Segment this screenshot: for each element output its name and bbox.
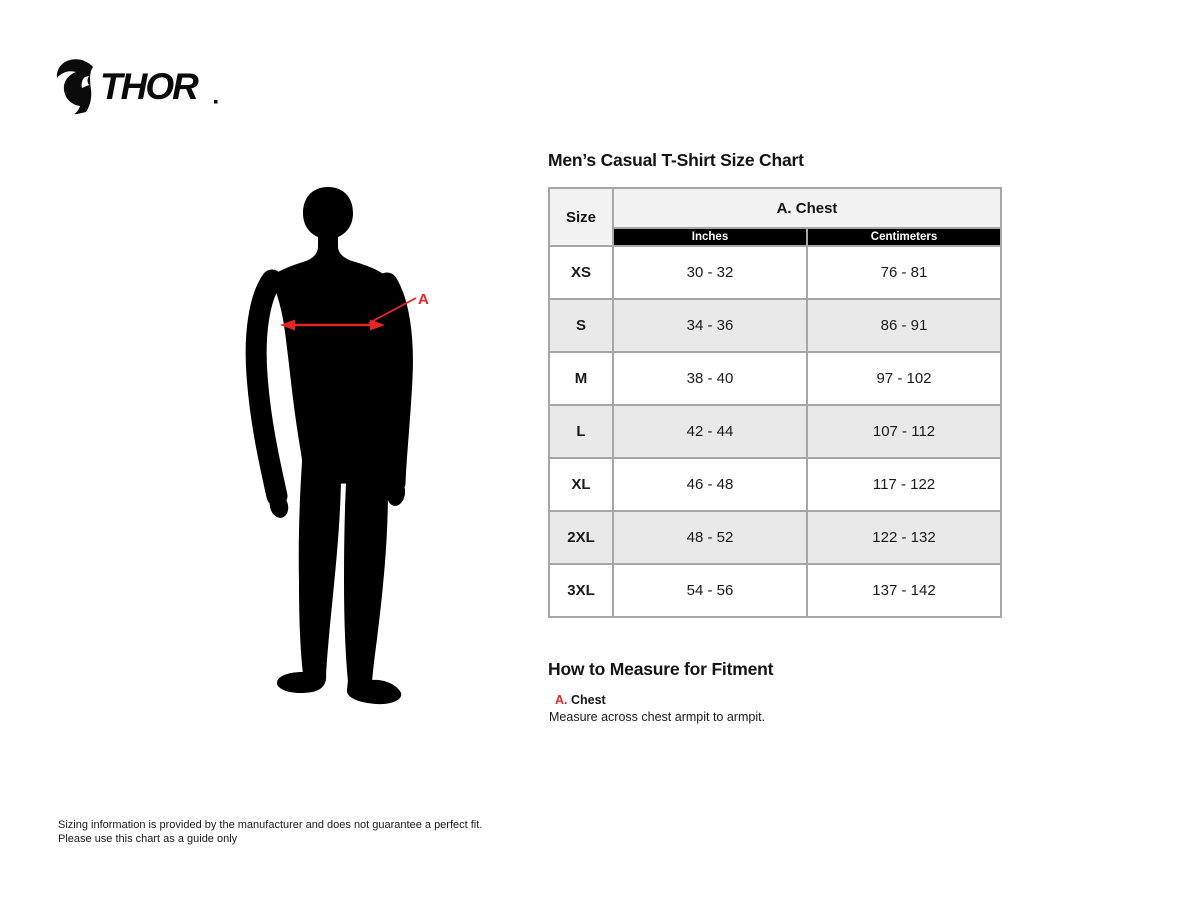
size-cell: XL — [549, 458, 613, 511]
table-row — [549, 458, 1001, 511]
column-header-inches: Inches — [613, 228, 807, 246]
cm-cell: 97 - 102 — [807, 352, 1001, 405]
measure-item-title — [555, 693, 606, 707]
thor-logo-icon — [57, 59, 93, 114]
thor-logo-trademark-dot — [214, 100, 218, 104]
footer-disclaimer-line2: Please use this chart as a guide only — [58, 833, 238, 845]
cm-cell: 76 - 81 — [807, 246, 1001, 299]
table-row — [549, 511, 1001, 564]
inches-cell: 30 - 32 — [613, 246, 807, 299]
column-header-size: Size — [549, 188, 613, 246]
footer-disclaimer-line1: Sizing information is provided by the manufacturer and does not guarantee a perfect fit. — [58, 819, 483, 831]
inches-cell: 34 - 36 — [613, 299, 807, 352]
measure-item-key: A. — [555, 693, 568, 707]
silhouette-shape — [256, 187, 407, 704]
inches-cell: 42 - 44 — [613, 405, 807, 458]
size-cell: 2XL — [549, 511, 613, 564]
cm-cell: 122 - 132 — [807, 511, 1001, 564]
inches-cell: 38 - 40 — [613, 352, 807, 405]
table-row — [549, 352, 1001, 405]
thor-logo-text: THOR — [100, 66, 197, 107]
size-cell: L — [549, 405, 613, 458]
inches-cell: 48 - 52 — [613, 511, 807, 564]
cm-cell: 137 - 142 — [807, 564, 1001, 617]
size-cell: S — [549, 299, 613, 352]
thor-logo — [56, 58, 226, 114]
table-row — [549, 246, 1001, 299]
size-cell: M — [549, 352, 613, 405]
chest-label-a: A — [418, 291, 429, 308]
measure-item-label: Chest — [570, 693, 606, 707]
inches-cell: 46 - 48 — [613, 458, 807, 511]
inches-cell: 54 - 56 — [613, 564, 807, 617]
body-silhouette — [240, 180, 460, 710]
size-cell: XS — [549, 246, 613, 299]
measure-guide-heading: How to Measure for Fitment — [548, 659, 774, 679]
size-chart-table — [548, 187, 1002, 618]
cm-cell: 107 - 112 — [807, 405, 1001, 458]
table-row — [549, 405, 1001, 458]
size-cell: 3XL — [549, 564, 613, 617]
cm-cell: 86 - 91 — [807, 299, 1001, 352]
footer-disclaimer — [58, 818, 482, 846]
column-header-chest: A. Chest — [613, 188, 1001, 228]
table-row — [549, 299, 1001, 352]
column-header-centimeters: Centimeters — [807, 228, 1001, 246]
measure-item-description: Measure across chest armpit to armpit. — [549, 710, 766, 724]
cm-cell: 117 - 122 — [807, 458, 1001, 511]
size-chart-title: Men’s Casual T-Shirt Size Chart — [548, 150, 804, 170]
table-row — [549, 564, 1001, 617]
